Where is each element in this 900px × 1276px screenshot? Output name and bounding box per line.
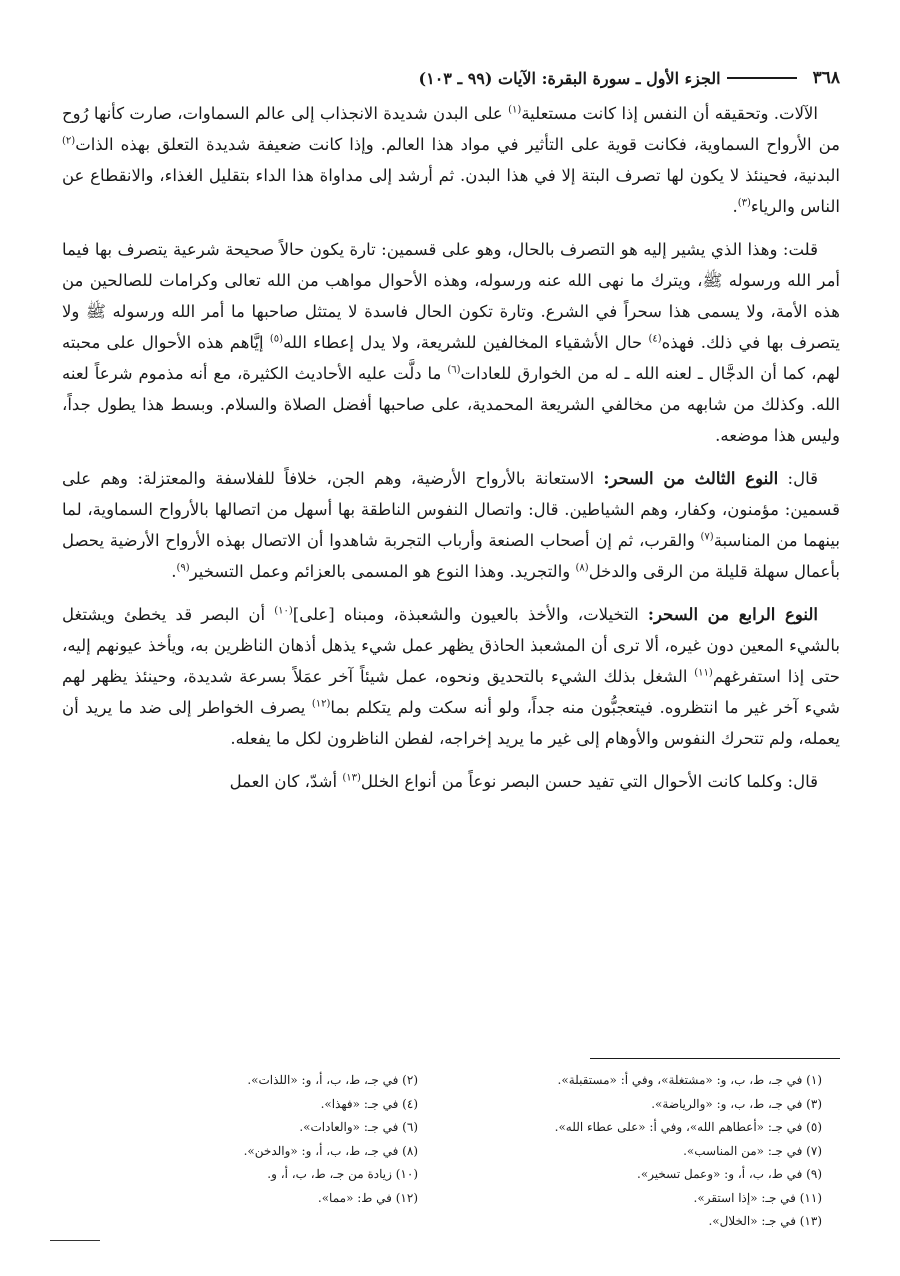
text-run: أشدّ، كان العمل (229, 772, 343, 791)
text-run: الآلات. وتحقيقه أن النفس إذا كانت مستعلية (521, 104, 818, 123)
footnote-ref: (٢) (62, 135, 76, 147)
footnote-ref: (١٣) (342, 772, 361, 784)
footnote-ref: (١٠) (274, 605, 293, 617)
footnotes (62, 1070, 840, 1250)
text-run: إيَّاهم هذه الأحوال على محبته لهم، كما أن الدجَّال ـ لعنه الله ـ له من الخوارق للعادات (62, 333, 841, 383)
text-run: قلت: وهذا الذي يشير إليه هو التصرف بالحال، وهو على قسمين: تارة يكون حالاً صحيحة شرعية يتصرف بها فيما أمر الله ورسوله ﷺ، ويترك ما نهى الله عنه ورسوله، وهذه الأحوال مواهب من الله تعالى وكرامات للصالحين من هذه الأمة، ولا يسمى هذا سحراً في الشرع. وتارة تكون الحال فاسدة لا يمتثل صاحبها ما أمر الله ورسوله ﷺ ولا يتصرف بها في ذلك. فهذه (62, 240, 840, 352)
footnote: (٦) في جـ: «والعادات». (299, 1120, 418, 1134)
text-run: قال: وكلما كانت الأحوال التي تفيد حسن البصر نوعاً من أنواع الخلل (360, 772, 818, 791)
text-run: البدنية، فحينئذ لا يكون لها تصرف البتة إلا في هذا البدن. ثم أرشد إلى مداواة هذا الداء بتقليل الغذاء، والانقطاع عن الناس والرياء (62, 166, 840, 216)
footnotes-column-right (466, 1070, 840, 1250)
footnote-ref: (١١) (694, 667, 713, 679)
footnote: (٥) في جـ: «أعطاهم الله»، وفي أ: «على عطاء الله». (554, 1120, 822, 1134)
footnote: (١) في جـ، ط، ب، و: «مشتغلة»، وفي أ: «مستقبلة». (557, 1073, 822, 1087)
bottom-mark (50, 1240, 100, 1241)
footnote-ref: (١) (508, 104, 522, 116)
footnotes-column-left (62, 1070, 436, 1250)
text-run: التخيلات، والأخذ بالعيون والشعبذة، ومبناه [على] (292, 605, 648, 624)
footnote-ref: (٤) (648, 333, 662, 345)
text-run: الاستعانة بالأرواح الأرضية، وهم الجن، خلافاً للفلاسفة والمعتزلة: وهم على قسمين: مؤمنون، وكفار، وهم الشياطين. قال: واتصال النفوس الناطقة بها أسهل من اتصالها بالأرواح السماوية، لما بينهما من المناسبة (62, 469, 840, 550)
footnote: (٢) في جـ، ط، ب، أ، و: «اللذات». (247, 1073, 418, 1087)
footnote-ref: (٣) (737, 197, 751, 209)
text-run: الشغل بذلك الشيء بالتحديق ونحوه، عمل شيئاً آخر عمَلاً بسرعة شديدة، وحينئذ يظهر لهم شيء آخر غير ما انتظروه. فيتعجبُّون منه جداً، ولو أنه سكت ولم يتكلم بما (62, 667, 840, 717)
footnote: (١٣) في جـ: «الخلال». (708, 1214, 822, 1228)
footnote-ref: (٩) (176, 562, 190, 574)
text-run: والتجريد. وهذا النوع هو المسمى بالعزائم وعمل التسخير (189, 562, 576, 581)
footnote: (٩) في ط، ب، أ، و: «وعمل تسخير». (637, 1167, 822, 1181)
paragraph (62, 98, 840, 222)
header-rule (727, 77, 797, 79)
book-page (62, 58, 840, 1258)
footnote: (٧) في جـ: «من المناسب». (683, 1143, 822, 1158)
text-run: قال: (778, 469, 818, 488)
paragraph (62, 463, 840, 587)
running-title: الجزء الأول ـ سورة البقرة: الآيات (٩٩ ـ ١٠٣) (418, 68, 721, 88)
text-run: . (732, 197, 738, 216)
footnote: (١٢) في ط: «مما». (317, 1190, 418, 1205)
page-header (62, 58, 840, 98)
text-run: ما دلَّت عليه الأحاديث الكثيرة، مع أنه مذموم شرعاً لعنه الله. وكذلك من شابهه من مخالفي الشريعة المحمدية، على صاحبها أفضل الصلاة والسلام. وبسط هذا يطول جداً، وليس هذا موضعه. (62, 364, 840, 445)
text-run: . (171, 562, 177, 581)
text-run: على البدن شديدة الانجذاب إلى عالم السماوات، صارت كأنها رُوح من الأرواح السماوية، فكانت قوية على التأثير في مواد هذا العالم. وإذا كانت ضعيفة شديدة التعلق بهذه الذات (62, 104, 840, 154)
footnote: (١١) في جـ: «إذا استقر». (693, 1190, 822, 1205)
footnote: (٣) في جـ، ط، ب، و: «والرياضة». (651, 1096, 822, 1111)
text-run: حال الأشقياء المخالفين للشريعة، ولا يدل إعطاء الله (283, 333, 649, 352)
paragraph (62, 766, 840, 797)
footnote: (٨) في جـ، ط، ب، أ، و: «والدخن». (243, 1143, 418, 1158)
text-run: يصرف الخواطر إلى ضد ما يريد أن يعمله، ولم تتحرك النفوس والأوهام إلى غير ما يريد إخراجه، لفطن الناظرون لكل ما يفعله. (62, 698, 840, 748)
section-heading: النوع الثالث من السحر: (603, 469, 779, 488)
footnote-ref: (٦) (447, 364, 461, 376)
text-run: أن البصر قد يخطئ ويشتغل بالشيء المعين دون غيره، ألا ترى أن المشعبذ الحاذق يظهر عمل شيء يذهل أذهان الناظرين به، ويأخذ عيونهم إليه، حتى إذا استفرغهم (62, 605, 840, 686)
footnote: (١٠) زيادة من جـ، ط، ب، أ، و. (267, 1167, 418, 1181)
page-number: ٣٦٨ (812, 68, 840, 88)
footnote-rule (590, 1058, 840, 1059)
body-text (62, 98, 840, 809)
footnote-ref: (٧) (700, 531, 714, 543)
text-run: والقرب، ثم إن أصحاب الصنعة وأرباب التجربة شاهدوا أن الاتصال بهذه الأرواح الأرضية يحصل بأعمال سهلة قليلة من الرقى والدخل (62, 531, 840, 581)
footnote: (٤) في جـ: «فهذا». (320, 1096, 418, 1111)
footnote-ref: (١٢) (311, 698, 331, 710)
paragraph (62, 599, 840, 754)
footnote-ref: (٥) (269, 333, 284, 345)
footnote-ref: (٨) (575, 562, 589, 574)
section-heading: النوع الرابع من السحر: (647, 605, 818, 624)
paragraph (62, 234, 840, 451)
